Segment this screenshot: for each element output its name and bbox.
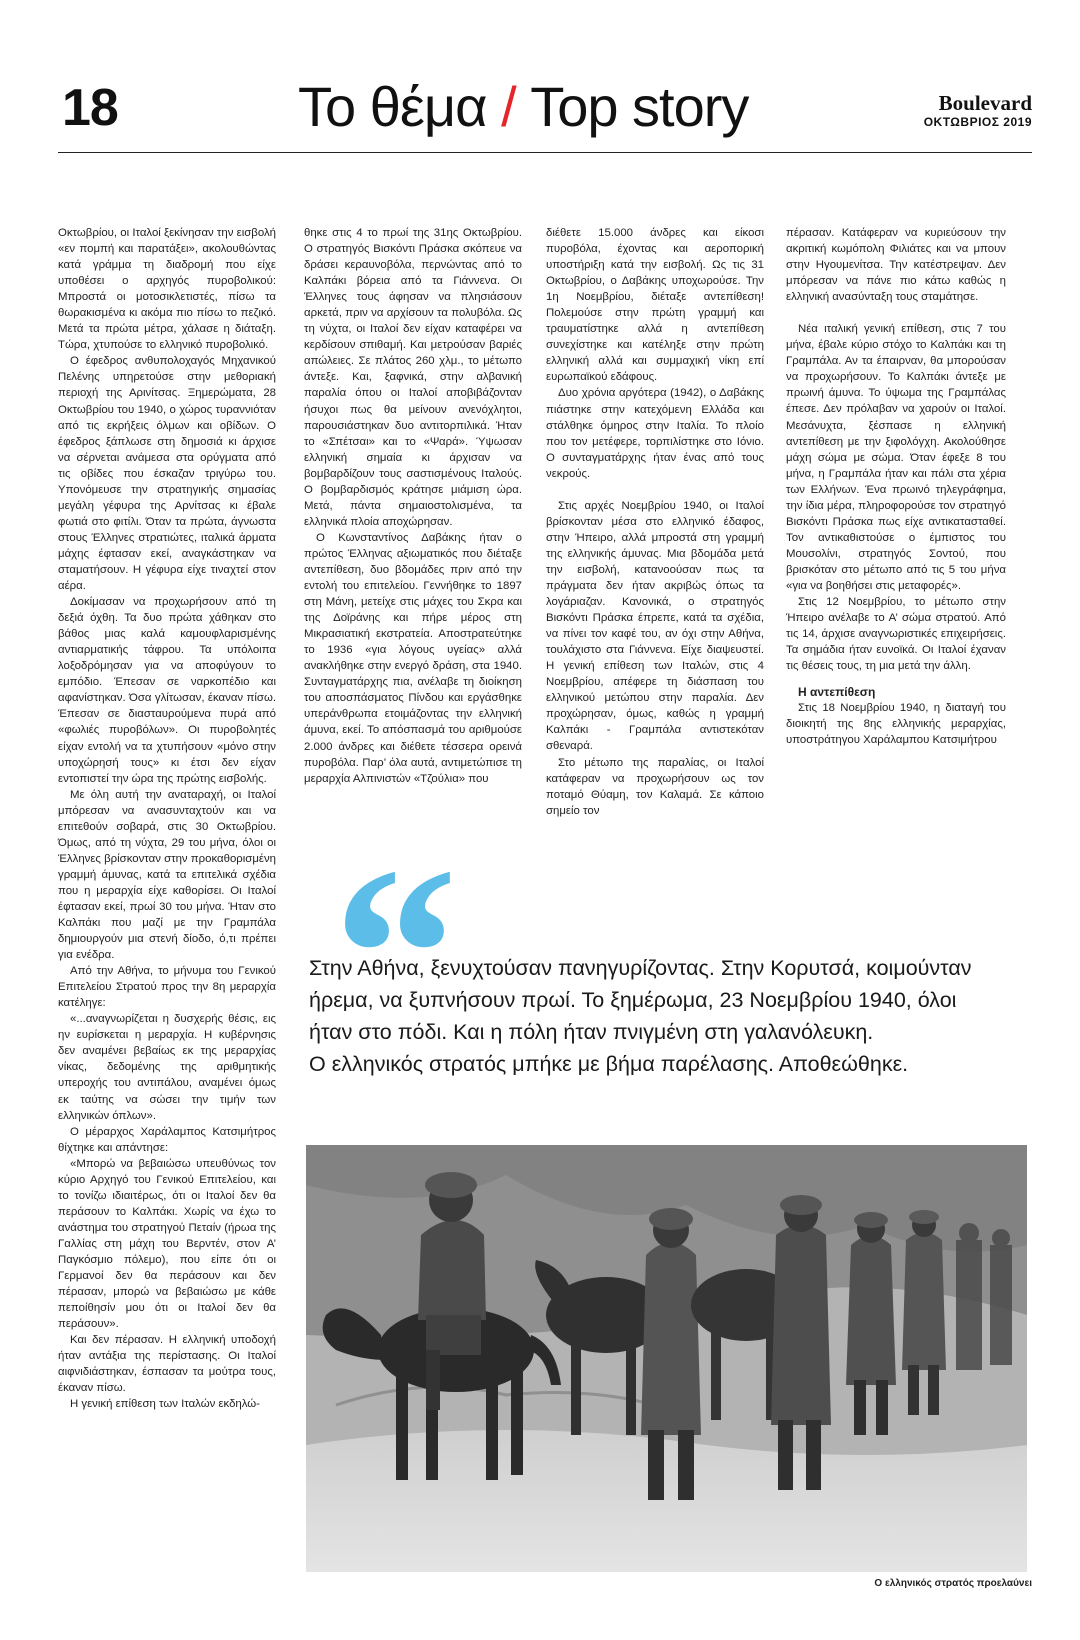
subheading: Η αντεπίθεση bbox=[798, 685, 876, 700]
brand-name: Boulevard bbox=[938, 91, 1032, 115]
section-title-separator: / bbox=[501, 75, 516, 138]
section-title-english: Top story bbox=[530, 75, 749, 138]
article-column-3 bbox=[546, 225, 764, 819]
article-paragraph: Οκτωβρίου, οι Ιταλοί ξεκίνησαν την εισβολή «εν πομπή και παρατάξει», ακολουθώντας κατά γράμμα τη διαδρομή που είχε υποθέσει ο αρχηγός πυροβολικού: Μπροστά οι μοτοσικλετιστές, πίσω τα θωρακισμένα κι ακόμα πιο πίσω το πεζικό. Μετά τα πρώτα μέτρα, χάλασε η διάταξη. Τώρα, χτυπούσε το ελληνικό πυροβολικό. bbox=[58, 227, 276, 352]
issue-date: ΟΚΤΩΒΡΙΟΣ 2019 bbox=[923, 115, 1032, 129]
quote-mark-icon: “ bbox=[333, 816, 458, 1093]
section-title bbox=[298, 74, 768, 140]
article-paragraph: Με όλη αυτή την αναταραχή, οι Ιταλοί μπόρεσαν να ανασυνταχτούν και να επιτεθούν σοβαρά, στις 30 Οκτωβρίου. Όμως, από τη νύχτα, 29 του μήνα, όλοι οι Έλληνες βρίσκονταν στην προκαθορισμένη γραμμή άμυνας, κατά τα επιτελικά σχέδια που η μεραρχία είχε καθορίσει. Οι Ιταλοί έφτασαν εκεί, πρωί 30 του μήνα. Ήταν στο Καλπάκι που μαζί με την Γραμπάλα δημιουργούν μια στενή δίοδο, ό,τι πρέπει για ενέδρα. bbox=[58, 788, 276, 962]
historical-photo bbox=[306, 1145, 1027, 1572]
pull-quote bbox=[309, 952, 1009, 1080]
article-paragraph: Στο μέτωπο της παραλίας, οι Ιταλοί κατάφεραν να προχωρήσουν ως τον ποταμό Θύαμη, τον Καλαμά. Σε κάποιο σημείο τον bbox=[546, 756, 764, 817]
article-paragraph: Δοκίμασαν να προχωρήσουν από τη δεξιά όχθη. Τα δυο πρώτα χάθηκαν στο βάθος μιας καλά καμουφλαρισμένης αντιαρματικής τάφρου. Τα υπόλοιπα λοξοδρόμησαν για να αποφύγουν το εμπόδιο. Έπεσαν σε ναρκοπέδιο και αφανίστηκαν. Όσα γλίτωσαν, έκαναν πίσω. Έπεσαν σε διασταυρούμενα πυρά από «φωλιές πυροβόλων». Οι πυροβολητές είχαν εντολή να τα χτυπήσουν «μόνο στην υποχώρησή τους» κι έτσι δεν είχαν εντοπιστεί την ώρα της πρώτης εισβολής. bbox=[58, 596, 276, 785]
article-column-4 bbox=[786, 225, 1006, 748]
page-number: 18 bbox=[62, 79, 118, 137]
pull-quote-line: Ο ελληνικός στρατός μπήκε με βήμα παρέλασης. Αποθεώθηκε. bbox=[309, 1052, 909, 1076]
article-paragraph: Ο έφεδρος ανθυπολοχαγός Μηχανικού Πελένης υπηρετούσε στην μεθοριακή περιοχή της Αρινίτσας. Ξημερώματα, 28 Οκτωβρίου του 1940, ο χώρος τυραννιόταν από τις εκρήξεις όλμων και οβίδων. Ο έφεδρος ξάπλωσε στη δημοσιά κι άρχισε να σέρνεται ανάμεσα στα ορύγματα από τις οβίδες που έσκαζαν τριγύρω του. Υπονόμευσε την στρατηγικής σημασίας μεγάλη γέφυρα της Αρνίτσας κι έβαλε φωτιά στο φιτίλι. Όταν τα πρώτα, άγνωστα στους Έλληνες στρατιώτες, ιταλικά άρματα μάχης έφτασαν εκεί, αναγκάστηκαν να σταματήσουν. Η γέφυρα είχε τιναχτεί στον αέρα. bbox=[58, 355, 276, 593]
article-paragraph: Δυο χρόνια αργότερα (1942), ο Δαβάκης πιάστηκε στην κατεχόμενη Ελλάδα και στάλθηκε όμηρος στην Ιταλία. Το πλοίο που τον μετέφερε, τορπιλίστηκε στο Ιόνιο. Ο συνταγματάρχης ήταν ένας από τους νεκρούς. bbox=[546, 387, 764, 480]
article-paragraph: Από την Αθήνα, το μήνυμα του Γενικού Επιτελείου Στρατού προς την 8η μεραρχία κατέληγε: bbox=[58, 965, 276, 1010]
article-paragraph: Στις 12 Νοεμβρίου, το μέτωπο στην Ήπειρο ανέλαβε το Α’ σώμα στρατού. Από τις 14, άρχισε αναγνωριστικές επιχειρήσεις. Τα σημάδια ήταν ευνοϊκά. Οι Ιταλοί έχαναν τις θέσεις τους, τη μια μετά την άλλη. bbox=[786, 596, 1006, 673]
article-paragraph: «...αναγνωρίζεται η δυσχερής θέσις, εις ην ευρίσκεται η μεραρχία. Η κυβέρνησις δεν αναμένει βεβαίως εκ της μεραρχίας νίκας, δεδομένης της αριθμητικής υπεροχής του αντιπάλου, αναμένει όμως εκ ταύτης να σώσει την τιμήν των ελληνικών όπλων». bbox=[58, 1013, 276, 1122]
article-paragraph: πέρασαν. Κατάφεραν να κυριεύσουν την ακριτική κωμόπολη Φιλιάτες και να μπουν στην Ηγουμενίτσα. Την κατέστρεψαν. Δεν μπόρεσαν να πάνε πιο κάτω καθώς η ελληνική ανασύνταξη τους σταμάτησε. bbox=[786, 227, 1006, 304]
article-paragraph: Ο Κωνσταντίνος Δαβάκης ήταν ο πρώτος Έλληνας αξιωματικός που διέταξε αντεπίθεση, δυο βδομάδες πριν από την εντολή του επιτελείου. Γεννήθηκε το 1897 στη Μάνη, μετείχε στις μάχες του Σκρα και της Δοϊράνης και πήρε μέρος στη Μικρασιατική εκστρατεία. Αποστρατεύτηκε το 1936 «για λόγους υγείας» αλλά ανακλήθηκε στην ενεργό δράση, στα 1940. Συνταγματάρχης πια, ανέλαβε τη διοίκηση του αποσπάσματος Πίνδου και εργάσθηκε υπεράνθρωπα ετοιμάζοντας την ελληνική άμυνα, εκεί. Το απόσπασμά του αριθμούσε 2.000 άνδρες και διέθετε τέσσερα ορεινά πυροβόλα. Παρ’ όλα αυτά, αντιμετώπισε τη μεραρχία Αλπινιστών «Τζούλια» που bbox=[304, 531, 522, 785]
pull-quote-line: ήρεμα, να ξυπνήσουν πρωί. Το ξημέρωμα, 23 Νοεμβρίου 1940, όλοι bbox=[309, 988, 957, 1012]
article-paragraph: Στις αρχές Νοεμβρίου 1940, οι Ιταλοί βρίσκονταν μέσα στο ελληνικό έδαφος, στην Ήπειρο, αλλά μπροστά στη γραμμή της ελληνικής άμυνας. Μια βδομάδα μετά την εισβολή, κατανοούσαν πως τα πράγματα δεν ήταν ακριβώς όπως τα λογάριαζαν. Κανονικά, ο στρατηγός Βισκόντι Πράσκα έπρεπε, κατά τα σχέδια, να πίνει τον καφέ του, αν όχι στην Αθήνα, τουλάχιστο στα Γιάννενα. Είχε διαψευστεί. Η γενική επίθεση των Ιταλών, στις 4 Νοεμβρίου, απέφερε τη διάσπαση του ελληνικού μετώπου στην παραλία. Δεν προχώρησαν, όμως, καθώς η γραμμή Καλπάκι - Γραμπάλα αντιστεκόταν σθεναρά. bbox=[546, 499, 764, 753]
article-paragraph: διέθετε 15.000 άνδρες και είκοσι πυροβόλα, έχοντας και αεροπορική υποστήριξη κατά την εισβολή. Ως τις 31 Οκτωβρίου, ο Δαβάκης υποχωρούσε. Την 1η Νοεμβρίου, διέταξε αντεπίθεση! Πολεμούσε στην πρώτη γραμμή και τραυματίστηκε αλλά η αντεπίθεση συνεχίστηκε και κατέληξε στην πρώτη ελληνική αλλά και συμμαχική νίκη επί ευρωπαϊκού εδάφους. bbox=[546, 227, 764, 384]
article-column-1 bbox=[58, 225, 276, 1412]
soldiers-photo-illustration bbox=[306, 1145, 1027, 1572]
masthead bbox=[924, 92, 1032, 130]
pull-quote-line: Στην Αθήνα, ξενυχτούσαν πανηγυρίζοντας. Στην Κορυτσά, κοιμούνταν bbox=[309, 956, 972, 980]
section-title-greek: Το θέμα bbox=[298, 75, 487, 138]
article-paragraph: Και δεν πέρασαν. Η ελληνική υποδοχή ήταν αντάξια της περίστασης. Οι Ιταλοί αιφνιδιάστηκαν, έσπασαν τα μούτρα τους, έκαναν πίσω. bbox=[58, 1334, 276, 1395]
article-paragraph: Στις 18 Νοεμβρίου 1940, η διαταγή του διοικητή της 8ης ελληνικής μεραρχίας, υποστράτηγου Χαράλαμπου Κατσιμήτρου bbox=[786, 702, 1006, 747]
article-paragraph: θηκε στις 4 το πρωί της 31ης Οκτωβρίου. Ο στρατηγός Βισκόντι Πράσκα σκόπευε να δράσει κεραυνοβόλα, περνώντας από το Καλπάκι βόρεια από τα Γιάννενα. Οι Έλληνες τους άφησαν να πλησιάσουν αρκετά, πριν να αρχίσουν τα πολυβόλα. Ως τη νύχτα, οι Ιταλοί δεν είχαν καταφέρει να κερδίσουν σπιθαμή. Και μετρούσαν βαριές απώλειες. Σε πλάτος 260 χλμ., το μέτωπο άντεξε. Και, ξαφνικά, στην αλβανική παραλία όπου οι Ιταλοί αποβιβάζονταν ήσυχοι πως θα μείνουν ανενόχλητοι, παρουσιάστηκαν δυο αντιτορπιλικά. Ήταν το «Σπέτσαι» και το «Ψαρά». Ύψωσαν ελληνική σημαία κι άρχισαν να βομβαρδίζουν τους σαστισμένους Ιταλούς. Ο βομβαρδισμός κράτησε μιάμιση ώρα. Μετά, πάντα σημαιοστολισμένα, τα ελληνικά πλοία αποχώρησαν. bbox=[304, 227, 522, 528]
article-column-2 bbox=[304, 225, 522, 787]
article-paragraph: Η γενική επίθεση των Ιταλών εκδηλώ- bbox=[70, 1398, 260, 1411]
pull-quote-line: ήταν στο πόδι. Και η πόλη ήταν πνιγμένη στη γαλανόλευκη. bbox=[309, 1020, 874, 1044]
article-paragraph: «Μπορώ να βεβαιώσω υπευθύνως τον κύριο Αρχηγό του Γενικού Επιτελείου, και το τονίζω ιδιαιτέρως, ότι οι Ιταλοί δεν θα περάσουν το Καλπάκι. Χωρίς να έχω το ανάστημα του στρατηγού Πεταίν (ήρωα της Γαλλίας στη μάχη του Βερντέν, στον Α’ Παγκόσμιο πόλεμο), που είπε ότι οι Γερμανοί δεν θα περάσουν και δεν πέρασαν, μπορώ να βεβαιώσω με κάθε πεποίθησίν μου ότι οι Ιταλοί δεν θα περάσουν». bbox=[58, 1157, 276, 1331]
photo-caption: Ο ελληνικός στρατός προελαύνει bbox=[874, 1578, 1032, 1589]
article-paragraph: Ο μέραρχος Χαράλαμπος Κατσιμήτρος θίχτηκε και απάντησε: bbox=[58, 1125, 276, 1154]
article-paragraph: Νέα ιταλική γενική επίθεση, στις 7 του μήνα, έβαλε κύριο στόχο το Καλπάκι και τη Γραμπάλα. Αν τα έπαιρναν, θα μπορούσαν να προχωρήσουν. Το Καλπάκι άντεξε με πρωινή άμυνα. Το ύψωμα της Γραμπάλας έπεσε. Δεν πρόλαβαν να χαρούν οι Ιταλοί. Μεσάνυχτα, ξέσπασε η ελληνική αντεπίθεση με την ξιφολόγχη. Ακολούθησε μάχη σώμα με σώμα. Όταν έφεξε 8 του μήνα, η Γραμπάλα ήταν και πάλι στα χέρια των Ελλήνων. Ένα πρωινό τηλεγράφημα, την ίδια μέρα, πληροφορούσε τον στρατηγό Βισκόντι Πράσκα πως είχε αντικατασταθεί. Τον αντικαθιστούσε ο έμπιστος του Μουσολίνι, στρατηγός Σοντού, που βρισκόταν στο μέτωπο από τις 5 του μήνα «για να βοηθήσει στις μεταφορές». bbox=[786, 323, 1006, 592]
header-rule bbox=[58, 152, 1032, 153]
